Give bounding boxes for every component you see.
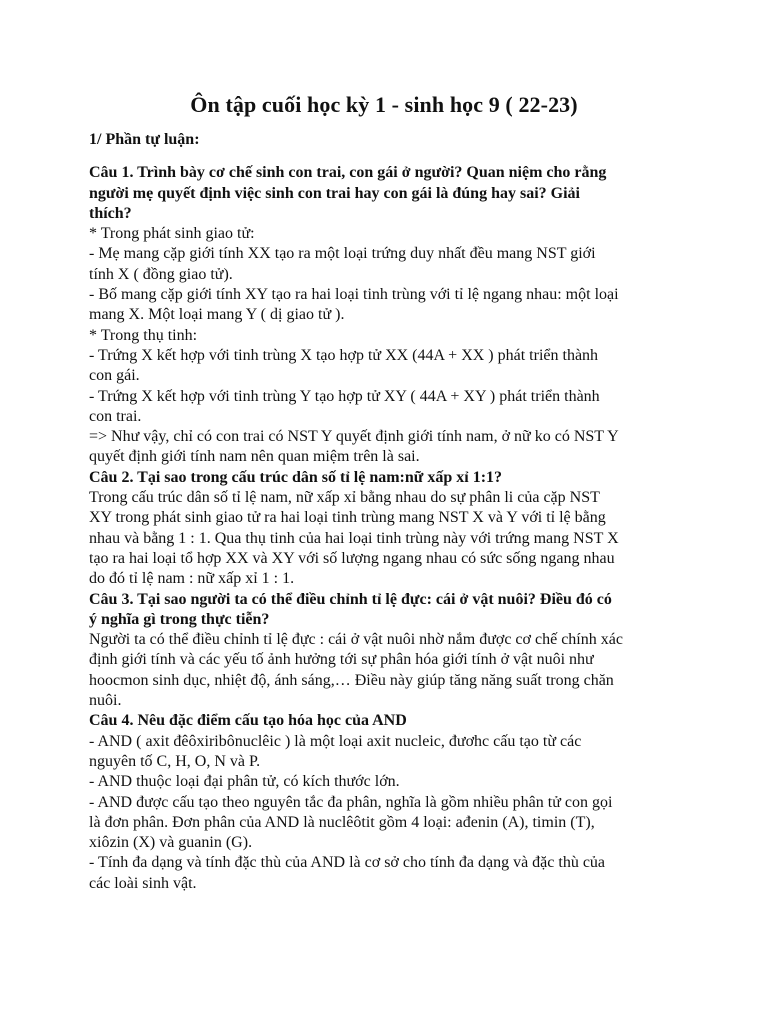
question-1 xyxy=(89,163,689,467)
question-title-line: Câu 3. Tại sao người ta có thể điều chỉnh tỉ lệ đực: cái ở vật nuôi? Điều đó có xyxy=(89,590,612,608)
answer-line: Người ta có thể điều chỉnh tỉ lệ đực : cái ở vật nuôi nhờ nắm được cơ chế chính xác xyxy=(89,631,623,649)
answer-line: - Trứng X kết hợp với tinh trùng X tạo hợp tử XX (44A + XX ) phát triển thành xyxy=(89,346,599,364)
answer-line: quyết định giới tính nam nên quan miệm trên là sai. xyxy=(89,448,420,466)
answer-line: Trong cấu trúc dân số tỉ lệ nam, nữ xấp xỉ bằng nhau do sự phân li của cặp NST xyxy=(89,489,600,507)
answer-line: nuôi. xyxy=(89,692,122,710)
answer-line: - Trứng X kết hợp với tinh trùng Y tạo hợp tử XY ( 44A + XY ) phát triển thành xyxy=(89,387,600,405)
answer-line: * Trong thụ tinh: xyxy=(89,326,198,344)
answer-line: - AND ( axit đêôxiribônuclêic ) là một loại axit nucleic, đươhc cấu tạo từ các xyxy=(89,732,582,750)
question-list xyxy=(89,163,689,894)
answer-block xyxy=(89,630,689,711)
answer-line: hoocmon sinh dục, nhiệt độ, ánh sáng,… Điều này giúp tăng năng suất trong chăn xyxy=(89,671,614,689)
answer-line: - Tính đa dạng và tính đặc thù của AND là cơ sở cho tính đa dạng và đặc thù của xyxy=(89,854,606,872)
answer-line: - Mẹ mang cặp giới tính XX tạo ra một loại trứng duy nhất đều mang NST giới xyxy=(89,245,596,263)
answer-line: * Trong phát sinh giao tử: xyxy=(89,225,255,243)
section-heading: 1/ Phần tự luận: xyxy=(89,131,200,148)
page-title: Ôn tập cuối học kỳ 1 - sinh học 9 ( 22-23) xyxy=(190,92,578,117)
answer-block xyxy=(89,224,689,468)
answer-line: mang X. Một loại mang Y ( dị giao tử ). xyxy=(89,306,345,324)
answer-line: tính X ( đồng giao tử). xyxy=(89,265,233,283)
question-title-line: thích? xyxy=(89,204,132,222)
question-title-line: Câu 1. Trình bày cơ chế sinh con trai, con gái ở người? Quan niệm cho rằng xyxy=(89,164,607,182)
document-content xyxy=(89,130,689,894)
answer-line: XY trong phát sinh giao tử ra hai loại tinh trùng mang NST X và Y với tỉ lệ bằng xyxy=(89,509,606,527)
question-title-line: Câu 4. Nêu đặc điểm cấu tạo hóa học của AND xyxy=(89,712,407,730)
question-3 xyxy=(89,590,689,712)
answer-line: => Như vậy, chỉ có con trai có NST Y quyết định giới tính nam, ở nữ ko có NST Y xyxy=(89,428,619,446)
answer-line: là đơn phân. Đơn phân của AND là nuclêôtit gồm 4 loại: ađenin (A), timin (T), xyxy=(89,813,595,831)
answer-line: con gái. xyxy=(89,367,140,385)
answer-line: con trai. xyxy=(89,407,142,425)
question-title-line: ý nghĩa gì trong thực tiễn? xyxy=(89,610,270,628)
answer-line: do đó tỉ lệ nam : nữ xấp xỉ 1 : 1. xyxy=(89,570,295,588)
question-title-line: người mẹ quyết định việc sinh con trai hay con gái là đúng hay sai? Giải xyxy=(89,184,580,202)
answer-block xyxy=(89,732,689,894)
answer-line: nguyên tố C, H, O, N và P. xyxy=(89,752,261,770)
answer-line: - AND được cấu tạo theo nguyên tắc đa phân, nghĩa là gồm nhiều phân tử con gọi xyxy=(89,793,613,811)
question-2 xyxy=(89,468,689,590)
answer-line: - Bố mang cặp giới tính XY tạo ra hai loại tinh trùng với tỉ lệ ngang nhau: một loại xyxy=(89,286,619,304)
answer-line: định giới tính và các yếu tố ảnh hưởng tới sự phân hóa giới tính ở vật nuôi như xyxy=(89,651,594,669)
answer-block xyxy=(89,488,689,589)
answer-line: - AND thuộc loại đại phân tử, có kích thước lớn. xyxy=(89,773,400,791)
answer-line: xiôzin (X) và guanin (G). xyxy=(89,834,253,852)
question-4 xyxy=(89,711,689,894)
answer-line: các loài sinh vật. xyxy=(89,874,197,892)
answer-line: tạo ra hai loại tổ hợp XX và XY với số lượng ngang nhau có sức sống ngang nhau xyxy=(89,549,615,567)
question-title-line: Câu 2. Tại sao trong cấu trúc dân số tỉ lệ nam:nữ xấp xỉ 1:1? xyxy=(89,468,503,486)
answer-line: nhau và bằng 1 : 1. Qua thụ tinh của hai loại tinh trùng này với trứng mang NST X xyxy=(89,529,619,547)
